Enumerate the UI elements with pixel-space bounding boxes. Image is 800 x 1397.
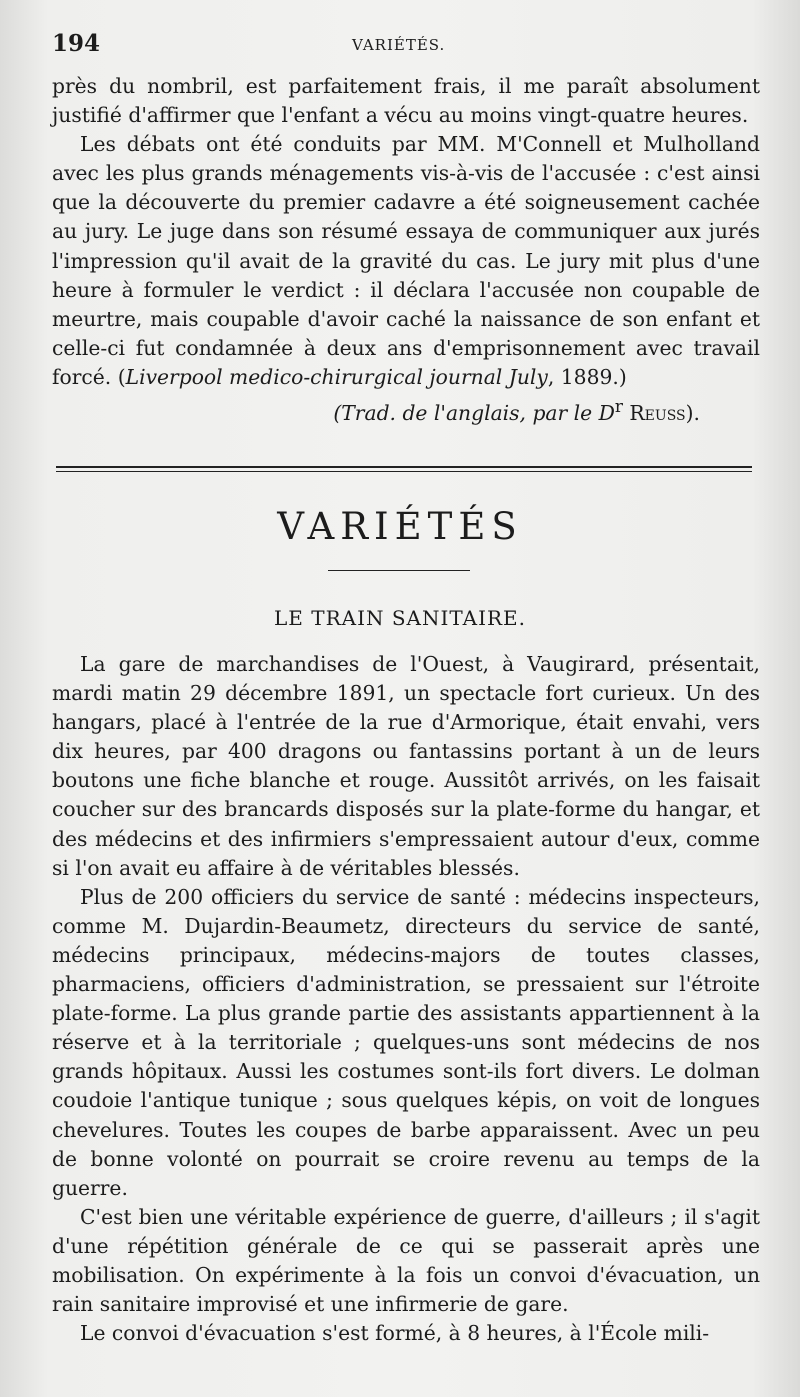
translation-sup: r [614,396,623,417]
paragraph: Le convoi d'évacuation s'est formé, à 8 heures, à l'École mili- [80,1321,710,1346]
translation-credit [52,392,760,428]
paragraph: C'est bien une véritable expérience de guerre, d'ailleurs ; il s'agit d'une répétition générale de ce qui se passerait après une mobilisation. On expérimente à la fois un convoi d'évacuation, un rain sanitaire improvisé et une infirmerie de gare. [52,1204,760,1317]
article-body [52,650,760,1348]
previous-article-text [52,72,760,428]
citation-source: Liverpool medico-chirurgical journal July [125,364,548,389]
page-number: 194 [52,30,101,57]
section-title: VARIÉTÉS [277,505,523,548]
translation-prefix: (Trad. de l'anglais, par le D [333,400,615,425]
translation-end: ). [685,400,700,425]
paragraph: Plus de 200 officiers du service de santé : médecins inspecteurs, comme M. Dujardin-Beaumetz, directeurs du service de santé, médecins principaux, médecins-majors de toutes classes, pharmaciens, officiers d'administration, se pressaient sur l'étroite plate-forme. La plus grande partie des assistants appartiennent à la réserve et à la territoriale ; quelques-uns sont médecins de nos grands hôpitaux. Aussi les costumes sont-ils fort divers. Le dolman coudoie l'antique tunique ; sous quelques képis, on voit de longues chevelures. Toutes les coupes de barbe apparaissent. Avec un peu de bonne volonté on pourrait se croire revenu au temps de la guerre. [52,884,760,1200]
citation-open: ( [117,364,126,389]
translator-name: Reuss [629,400,686,425]
section-divider [56,466,752,472]
paragraph: La gare de marchandises de l'Ouest, à Vaugirard, présentait, mardi matin 29 décembre 1891, un spectacle fort curieux. Un des hangars, placé à l'entrée de la rue d'Armorique, était envahi, vers dix heures, par 400 dragons ou fantassins portant à un de leurs boutons une fiche blanche et rouge. Aussitôt arrivés, on les faisait coucher sur des brancards disposés sur la plate-forme du hangar, et des médecins et des infirmiers s'empressaient autour d'eux, comme si l'on avait eu affaire à de véritables blessés. [52,652,760,880]
article-title: LE TRAIN SANITAIRE. [274,606,526,630]
paragraph-text: Les débats ont été conduits par MM. M'Connell et Mulholland avec les plus grands ménagements vis-à-vis de l'accusée : c'est ainsi que la découverte du premier cadavre a été soigneusement cachée au jury. Le juge dans son résumé essaya de communiquer aux jurés l'impression qu'il avait de la gravité du cas. Le jury mit plus d'une heure à formuler le verdict : il déclara l'accusée non coupable de meurtre, mais coupable d'avoir caché la naissance de son enfant et celle-ci fut condamnée à deux ans d'emprisonnement avec travail forcé. [52,132,760,389]
running-title: VARIÉTÉS. [352,36,446,54]
citation-year: , 1889.) [547,364,627,389]
paragraph [52,130,760,392]
page-header [52,30,758,60]
paragraph: près du nombril, est parfaitement frais, il me paraît absolument justifié d'affirmer que l'enfant a vécu au moins vingt-quatre heures. [52,74,760,128]
title-underline [328,570,470,571]
